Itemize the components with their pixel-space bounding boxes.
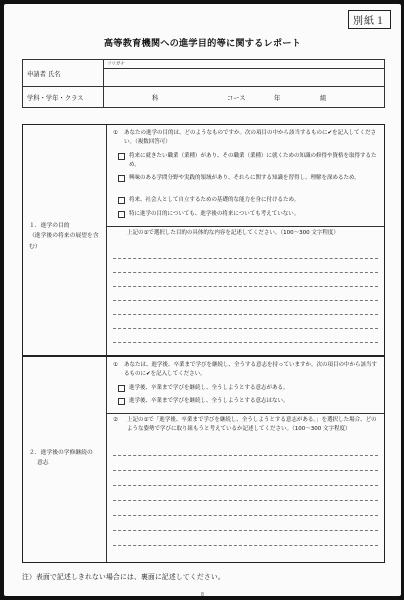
section1-content (107, 125, 384, 355)
checkbox[interactable] (118, 175, 125, 182)
answer-line (113, 328, 378, 329)
section2-q1-number: ① (113, 362, 118, 368)
section2-divider (107, 413, 384, 414)
answer-line (113, 485, 378, 486)
section2-q1-text: あなたは、進学後、卒業まで学びを継続し、全うする意志を持っていますか。次の項目の中から該当するものに✔を記入してください。 (124, 362, 378, 378)
section1-sublabel: （進学後の将来の展望を含む） (29, 233, 99, 250)
page-number: 8 (200, 592, 205, 598)
answer-line (113, 530, 378, 531)
section1-option-3[interactable]: 将来、社会人として自立するための基礎的な能力を身に付けるため。 (118, 196, 378, 205)
kumi-label: 組 (320, 95, 327, 102)
checkbox[interactable] (118, 398, 125, 405)
answer-line (113, 258, 378, 259)
section1-label: １．進学の目的 (29, 223, 70, 229)
section-purpose (22, 124, 385, 356)
attachment-label: 別紙１ (348, 10, 391, 29)
section1-divider (107, 226, 384, 227)
answer-line (113, 470, 378, 471)
answer-line (113, 515, 378, 516)
section2-q2-text: 上記の①で「進学後、卒業まで学びを継続し、全うしようとする意志がある。」を選択した場合、どのような姿勢で学びに取り組もうと考えているか記述してください。（100〜300 文字程度） (127, 417, 377, 433)
section1-q1-number: ① (113, 130, 118, 136)
applicant-name-field[interactable] (104, 69, 385, 87)
page-title: 高等教育機関への進学目的等に関するレポート (103, 38, 302, 49)
section2-sublabel: 意志 (37, 460, 49, 467)
checkbox[interactable] (118, 197, 125, 204)
section1-label-cell (23, 125, 107, 355)
section2-option-1[interactable]: 進学後、卒業まで学びを継続し、全うしようとする意志がある。 (118, 384, 378, 393)
section1-option-4[interactable]: 特に進学の目的についても、進学後の将来についても考えていない。 (118, 210, 378, 219)
answer-line (113, 272, 378, 273)
ka-label: 科 (152, 95, 159, 102)
answer-line (113, 286, 378, 287)
section2-label: ２．進学後の学修継続の (29, 450, 93, 456)
course-label: コース (227, 95, 246, 102)
applicant-name-label: 申請者 氏名 (23, 60, 104, 87)
class-label: 学科・学年・クラス (23, 87, 104, 108)
section1-option-2[interactable]: 興味のある学問分野や実践的領域があり、それらに関する知識を習得し、理解を深めるため。 (118, 174, 378, 183)
section1-q1-text: あなたの進学の目的は、どのようなものですか。次の項目の中から該当するものに✔を記入してください。（複数回答可） (124, 130, 377, 146)
section2-option-2[interactable]: 進学後、卒業まで学びを継続し、全うしようとする意志はない。 (118, 397, 378, 406)
section2-q2-number: ② (113, 417, 118, 423)
checkbox[interactable] (118, 153, 125, 160)
checkbox[interactable] (118, 385, 125, 392)
furigana-label: フリガナ (104, 60, 385, 69)
answer-line (113, 500, 378, 501)
class-field[interactable] (104, 87, 385, 108)
answer-line (113, 342, 378, 343)
answer-line (113, 545, 378, 546)
answer-line (113, 300, 378, 301)
form-page (4, 4, 401, 596)
answer-line (113, 455, 378, 456)
footer-note: 注）表面で記述しきれない場合には、裏面に記述してください。 (22, 573, 225, 581)
year-label: 年 (274, 95, 281, 102)
section1-q2-text: 上記の①で選択した目的の具体的な内容を記述してください。（100〜300 文字程度） (127, 230, 339, 236)
section2-label-cell (23, 357, 107, 562)
answer-line (113, 314, 378, 315)
section-continuation (22, 356, 385, 563)
section1-option-1[interactable]: 将来に就きたい職業（業種）があり、その職業（業種）に就くための知識の修得や資格を取得するため。 (118, 152, 378, 170)
applicant-table (22, 59, 385, 108)
checkbox[interactable] (118, 211, 125, 218)
section2-content (107, 357, 384, 562)
